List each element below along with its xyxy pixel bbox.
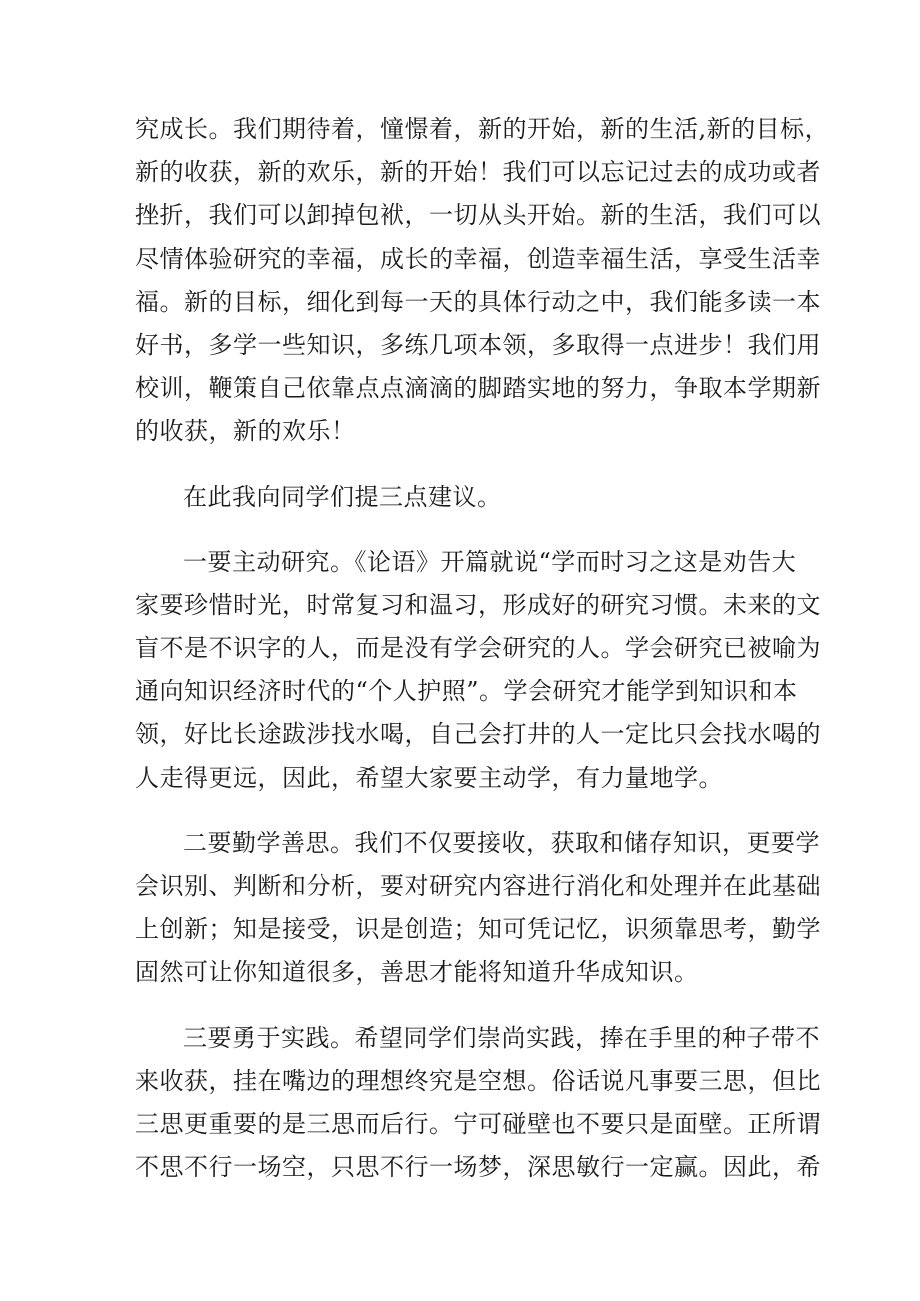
text-line: 通向知识经济时代的“个人护照”。学会研究才能学到知识和本 — [135, 677, 798, 706]
text-line: 来收获，挂在嘴边的理想终究是空想。俗话说凡事要三思，但比 — [135, 1066, 821, 1095]
paragraph-spacer — [135, 995, 785, 1017]
text-line: 领，好比长途跋涉找水喝，自己会打井的人一定比只会找水喝的 — [135, 720, 821, 749]
text-line: 校训，鞭策自己依靠点点滴滴的脚踏实地的努力，争取本学期新 — [135, 374, 821, 403]
text-line: 究成长。我们期待着，憧憬着，新的开始，新的生活,新的目标， — [135, 115, 830, 143]
paragraph-spacer — [135, 519, 785, 541]
paragraph-intro — [135, 108, 830, 454]
paragraph-suggestion-3 — [135, 1017, 821, 1190]
paragraph-spacer — [135, 454, 785, 476]
text-line: 三要勇于实践。希望同学们崇尚实践，捧在手里的种子带不 — [183, 1023, 820, 1052]
document-body — [135, 108, 830, 1189]
paragraph-suggestion-2 — [135, 822, 821, 995]
text-line: 家要珍惜时光，时常复习和温习，形成好的研究习惯。未来的文 — [135, 590, 821, 619]
text-line: 尽情体验研究的幸福，成长的幸福，创造幸福生活，享受生活幸 — [135, 244, 821, 273]
text-line: 二要勤学善思。我们不仅要接收，获取和储存知识，更要学 — [183, 828, 820, 857]
text-line: 会识别、判断和分析，要对研究内容进行消化和处理并在此基础 — [135, 872, 821, 900]
text-line: 的收获，新的欢乐！ — [135, 417, 356, 446]
text-line: 福。新的目标，细化到每一天的具体行动之中，我们能多读一本 — [135, 287, 821, 316]
paragraph-spacer — [135, 800, 785, 822]
text-line: 固然可让你知道很多，善思才能将知道升华成知识。 — [135, 958, 699, 987]
text-line: 三思更重要的是三思而后行。宁可碰壁也不要只是面壁。正所谓 — [135, 1109, 821, 1138]
text-line: 一要主动研究。《论语》开篇就说“学而时习之这是劝告大 — [183, 547, 797, 576]
text-line: 盲不是不识字的人，而是没有学会研究的人。学会研究已被喻为 — [135, 634, 821, 663]
text-line: 上创新；知是接受，识是创造；知可凭记忆，识须靠思考，勤学 — [135, 915, 821, 944]
paragraph-suggestion-1 — [135, 541, 821, 800]
text-line: 不思不行一场空，只思不行一场梦，深思敏行一定赢。因此，希 — [135, 1153, 821, 1182]
text-line: 在此我向同学们提三点建议。 — [183, 482, 502, 511]
text-line: 好书，多学一些知识，多练几项本领，多取得一点进步！我们用 — [135, 330, 821, 359]
text-line: 人走得更远，因此，希望大家要主动学，有力量地学。 — [135, 763, 723, 792]
paragraph-suggestions-intro — [135, 476, 785, 519]
text-line: 新的收获，新的欢乐，新的开始！我们可以忘记过去的成功或者 — [135, 158, 821, 187]
text-line: 挫折，我们可以卸掉包袱，一切从头开始。新的生活，我们可以 — [135, 201, 821, 230]
